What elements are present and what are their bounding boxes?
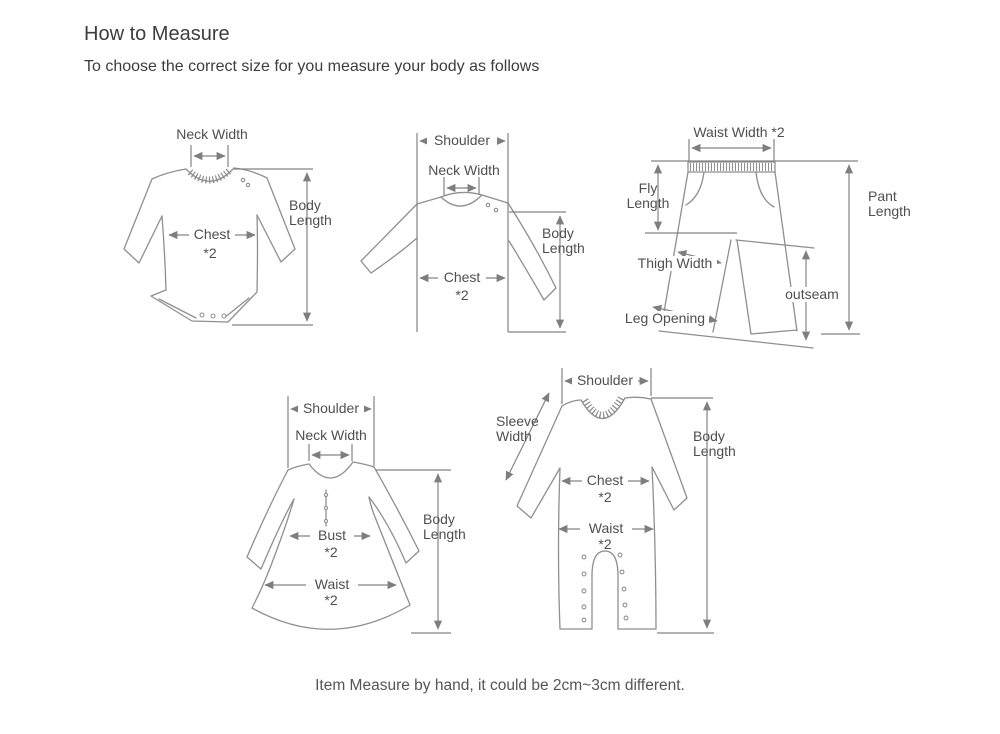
romper-shoulder-label: Shoulder (572, 373, 638, 388)
bodysuit-neck-width-label: Neck Width (176, 126, 248, 142)
page-title: How to Measure (84, 23, 230, 45)
romper-waist-times-label: *2 (598, 536, 612, 552)
romper-waist-label: Waist (580, 521, 632, 536)
measure-disclaimer: Item Measure by hand, it could be 2cm~3cm different. (315, 677, 685, 694)
shirt-body-length-label: Body Length (542, 225, 585, 256)
shirt-chest-label: Chest (438, 270, 486, 285)
bodysuit-chest-label: Chest (189, 227, 235, 242)
bodysuit-chest-times-label: *2 (203, 245, 217, 261)
dress-neck-width-label: Neck Width (295, 427, 367, 443)
dress-bust-label: Bust (310, 528, 354, 543)
pants-thigh-width-label: Thigh Width (633, 256, 717, 271)
dress-bust-times-label: *2 (324, 544, 338, 560)
romper-body-length-label: Body Length (693, 428, 736, 459)
shirt-chest-times-label: *2 (455, 287, 469, 303)
romper-chest-times-label: *2 (598, 489, 612, 505)
page-subtitle: To choose the correct size for you measure your body as follows (84, 58, 540, 75)
pants-leg-opening-label: Leg Opening (621, 311, 709, 326)
pants-outseam-label: outseam (781, 287, 843, 302)
pants-fly-length-label: Fly Length (626, 180, 670, 211)
shirt-neck-width-label: Neck Width (428, 162, 500, 178)
bodysuit-body-length-label: Body Length (289, 197, 332, 228)
romper-chest-label: Chest (582, 473, 628, 488)
pants-pant-length-label: Pant Length (868, 188, 911, 219)
dress-waist-label: Waist (306, 577, 358, 592)
dress-waist-times-label: *2 (324, 592, 338, 608)
shirt-shoulder-label: Shoulder (427, 133, 497, 148)
romper-sleeve-width-label: Sleeve Width (496, 413, 539, 444)
dress-shoulder-label: Shoulder (298, 401, 364, 416)
dress-body-length-label: Body Length (423, 511, 466, 542)
pants-waist-width-label: Waist Width *2 (693, 124, 785, 140)
